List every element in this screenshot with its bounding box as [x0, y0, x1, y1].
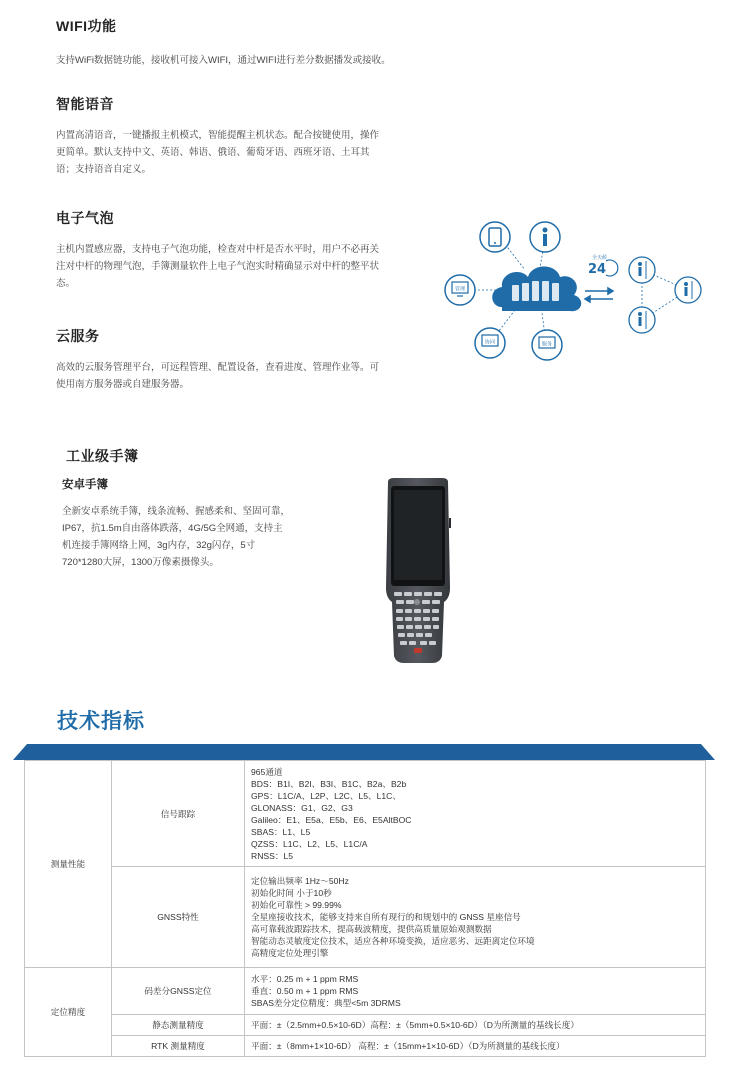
static-accuracy-value: 平面：±（2.5mm+0.5×10-6D）高程：±（5mm+0.5×10-6D）（D为所测量的基线长度）	[245, 1015, 706, 1036]
dgnss-label: 码差分GNSS定位	[112, 968, 245, 1015]
hours-top-label: 全天候	[592, 255, 608, 261]
table-row	[25, 968, 706, 1015]
handbook-subtitle: 安卓手簿	[62, 479, 108, 491]
table-row	[25, 761, 706, 867]
signal-tracking-label: 信号跟踪	[112, 761, 245, 867]
info-node-icon	[530, 222, 560, 252]
section-wifi-title: WIFI功能	[56, 18, 117, 34]
phone-node-icon	[480, 222, 510, 252]
gnss-feature-value: 定位输出频率 1Hz～50Hz 初始化时间 小于10秒 初始化可靠性 > 99.99% 全星座接收技术，能够支持来自所有现行的和规划中的 GNSS 星座信号 高可靠载波跟踪技术，提高载波精度，提供高质量原始观测数据 智能动态灵敏度定位技术，适应各种环境变换，适应恶劣、远距离定位环境 高精度定位处理引擎	[245, 867, 706, 968]
24-hours-icon	[588, 254, 618, 277]
exchange-arrows-icon	[585, 288, 613, 302]
surveyor-node-icon-2	[675, 277, 701, 303]
hours-num-label: 24	[588, 262, 607, 277]
spec-header-bar	[13, 744, 715, 760]
handbook-text: 全新安卓系统手簿，线条流畅、握感柔和、坚固可靠， IP67，抗1.5m自由落体跌落，4G/5G全网通，支持主 机连接手簿网络上网，3g内存，32g闪存，5寸 720*1280大屏，1300万像素摄像头。	[62, 506, 291, 568]
coop-node-icon	[475, 328, 505, 358]
service-node-icon	[532, 330, 562, 360]
manage-node-icon	[445, 275, 475, 305]
cloud-icon	[492, 267, 581, 312]
android-handheld-image	[382, 478, 454, 664]
section-voice-text: 内置高清语音，一键播报主机模式，智能提醒主机状态。配合按键使用，操作 更简单。默认支持中文、英语、韩语、俄语、葡萄牙语、西班牙语、土耳其 语；支持语音自定义。	[56, 130, 380, 175]
table-row	[25, 867, 706, 968]
table-row	[25, 1015, 706, 1036]
section-cloud-text: 高效的云服务管理平台，可远程管理、配置设备，查看进度、管理作业等。可 使用南方服务器或自建服务器。	[56, 362, 380, 390]
measure-category: 测量性能	[25, 761, 112, 968]
section-bubble-text: 主机内置感应器，支持电子气泡功能，检查对中杆是否水平时，用户不必再关 注对中杆的物理气泡，手簿测量软件上电子气泡实时精确显示对中杆的整平状 态。	[56, 244, 380, 289]
section-cloud-title: 云服务	[56, 328, 100, 344]
surveyor-node-icon-3	[629, 307, 655, 333]
handbook-title: 工业级手簿	[66, 448, 139, 464]
signal-tracking-value: 965通道 BDS：B1I、B2I、B3I、B1C、B2a、B2b GPS：L1C/A、L2P、L2C、L5、L1C、 GLONASS：G1、G2、G3 Galileo：E1、E5a、E5b、E6、E5AltBOC SBAS：L1、L5 QZSS：L1C、L2、L5、L1C/A RNSS：L5	[245, 761, 706, 867]
spec-title: 技术指标	[57, 710, 145, 733]
cloud-service-diagram	[440, 215, 710, 365]
position-category: 定位精度	[25, 968, 112, 1057]
static-accuracy-label: 静态测量精度	[112, 1015, 245, 1036]
dgnss-value: 水平：0.25 m + 1 ppm RMS 垂直：0.50 m + 1 ppm RMS SBAS差分定位精度：典型<5m 3DRMS	[245, 968, 706, 1015]
surveyor-node-icon-1	[629, 257, 655, 283]
section-wifi-text: 支持WiFi数据链功能，接收机可接入WIFI，通过WIFI进行差分数据播发或接收。	[56, 55, 391, 66]
section-bubble-title: 电子气泡	[56, 210, 114, 226]
coop-label: 协同	[484, 339, 496, 346]
rtk-accuracy-value: 平面：±（8mm+1×10-6D） 高程：±（15mm+1×10-6D）（D为所测量的基线长度）	[245, 1036, 706, 1057]
table-row	[25, 1036, 706, 1057]
section-voice-title: 智能语音	[56, 96, 114, 112]
spec-table	[24, 760, 706, 1057]
rtk-accuracy-label: RTK 测量精度	[112, 1036, 245, 1057]
service-label: 服务	[541, 341, 553, 348]
manage-label: 管理	[454, 286, 466, 293]
gnss-feature-label: GNSS特性	[112, 867, 245, 968]
